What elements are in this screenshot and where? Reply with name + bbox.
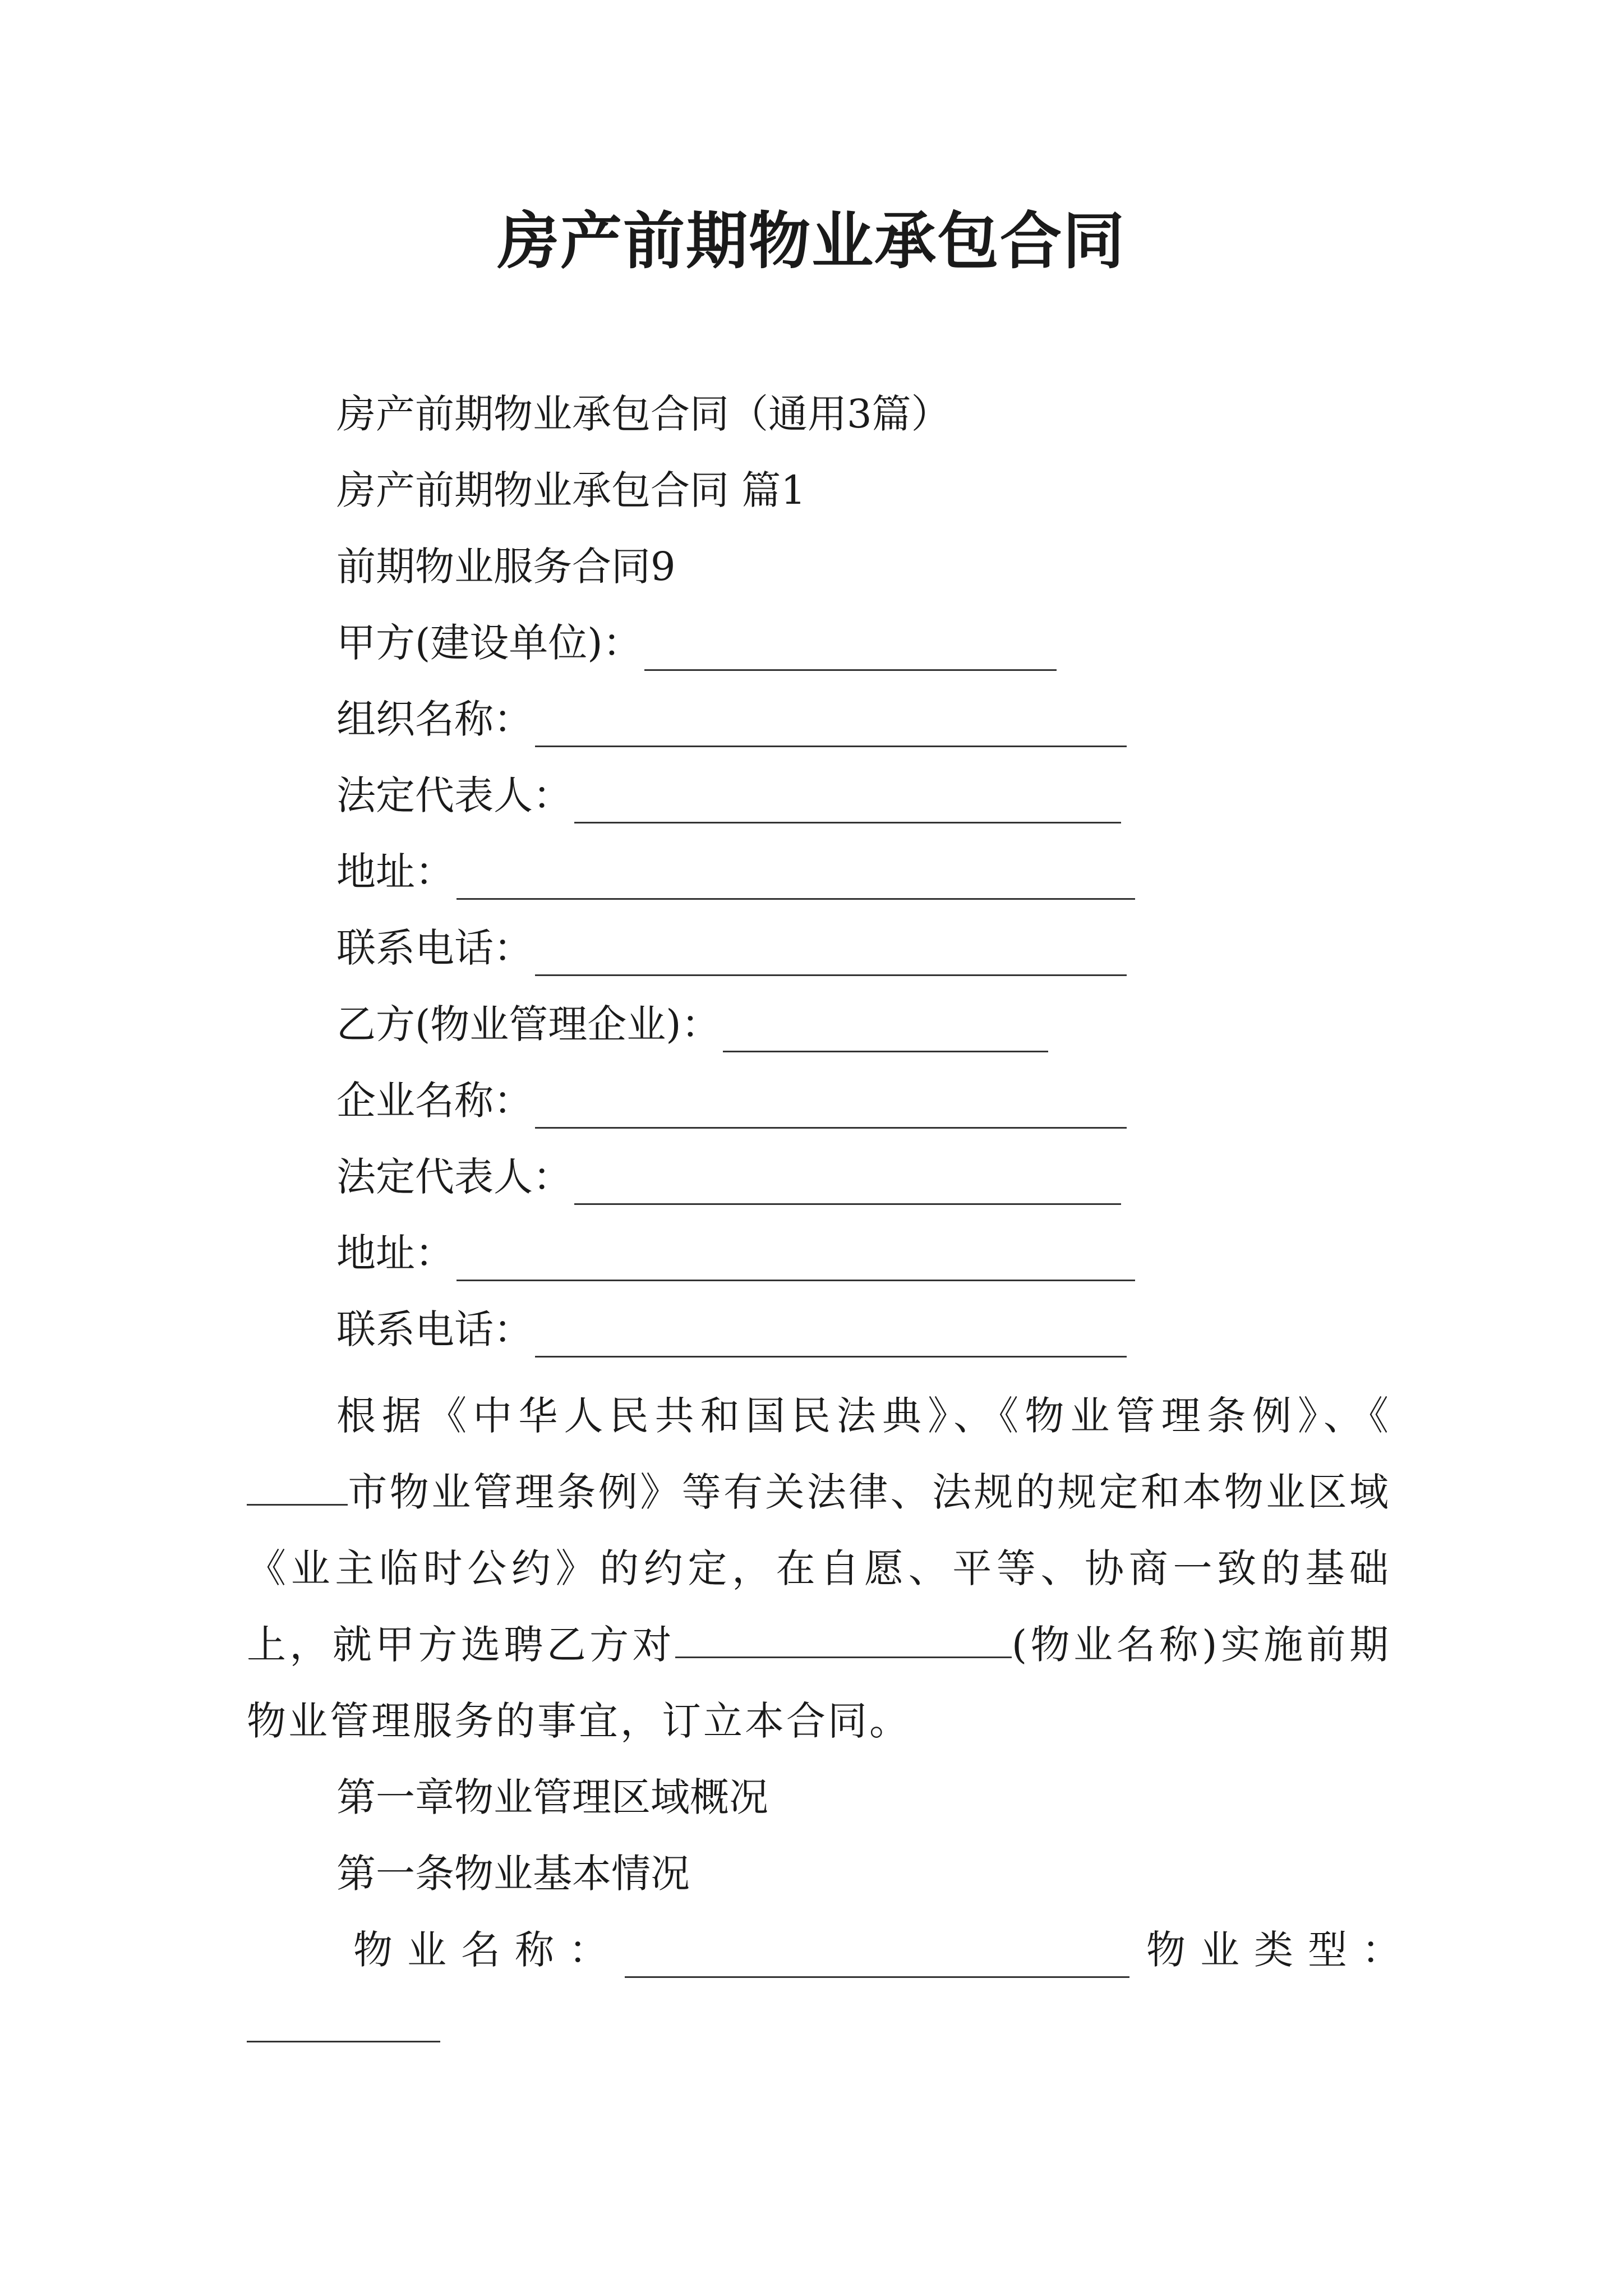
- party-b-blank: [723, 1007, 1048, 1052]
- part-heading: 房产前期物业承包合同 篇1: [336, 467, 806, 513]
- party-a-phone-row: [336, 920, 1127, 976]
- party-b-company-label: 企业名称：: [336, 1078, 533, 1124]
- contract-name: 前期物业服务合同9: [336, 544, 676, 590]
- party-a-blank: [644, 625, 1057, 671]
- party-b-rep-blank: [574, 1159, 1121, 1205]
- party-a-org-row: [336, 691, 1127, 747]
- party-a-address-row: [336, 844, 1135, 900]
- party-b-row: [336, 996, 1048, 1052]
- party-a-row: [336, 615, 1057, 671]
- party-b-company-blank: [535, 1083, 1127, 1129]
- document-title: 房产前期物业承包合同: [497, 205, 1126, 277]
- party-b-phone-label: 联系电话：: [336, 1306, 533, 1352]
- party-b-phone-blank: [535, 1312, 1127, 1358]
- preamble-paragraph: [247, 1378, 1391, 1759]
- property-type-blank: [247, 2041, 440, 2042]
- party-b-phone-row: [336, 1301, 1127, 1358]
- party-a-org-blank: [535, 702, 1127, 747]
- preamble-part2: 市物业管理条例》等有关法律、法规的规定和本物业区域《业主临时公约》的约定，在自愿、平等、协商一致的基础上，就甲方选聘乙方对: [247, 1469, 1391, 1668]
- property-name-field-blank: [625, 1932, 1129, 1978]
- party-b-address-blank: [457, 1236, 1135, 1281]
- city-blank: [247, 1469, 348, 1506]
- chapter-1-heading: 第一章物业管理区域概况: [336, 1774, 768, 1820]
- party-a-phone-blank: [535, 931, 1127, 976]
- article-1-heading: 第一条物业基本情况: [336, 1851, 690, 1897]
- party-b-company-row: [336, 1073, 1127, 1129]
- party-a-address-label: 地址：: [336, 849, 454, 895]
- party-a-rep-label: 法定代表人：: [336, 772, 572, 818]
- party-a-rep-row: [336, 767, 1121, 823]
- party-a-org-label: 组织名称：: [336, 696, 533, 742]
- party-a-rep-blank: [574, 778, 1121, 823]
- party-b-address-label: 地址：: [336, 1230, 454, 1276]
- document-subtitle: 房产前期物业承包合同（通用3篇）: [336, 391, 951, 437]
- property-type-label: 物业类型：: [1146, 1927, 1415, 1973]
- party-b-address-row: [336, 1225, 1135, 1281]
- party-a-address-blank: [457, 854, 1135, 900]
- party-b-rep-label: 法定代表人：: [336, 1154, 572, 1200]
- property-name-blank: [675, 1622, 1012, 1658]
- party-b-rep-row: [336, 1149, 1121, 1205]
- property-name-label: 物业名称：: [353, 1927, 623, 1973]
- preamble-part1: 根据《中华人民共和国民法典》、《物业管理条例》、《: [336, 1393, 1391, 1439]
- party-b-label: 乙方(物业管理企业)：: [336, 1001, 721, 1047]
- party-a-label: 甲方(建设单位)：: [336, 620, 642, 666]
- party-a-phone-label: 联系电话：: [336, 925, 533, 971]
- preamble-part3: (物业名称)实施前期物业管理服务的事宜，订立本合同。: [247, 1622, 1391, 1744]
- property-info-row: [353, 1922, 1415, 1978]
